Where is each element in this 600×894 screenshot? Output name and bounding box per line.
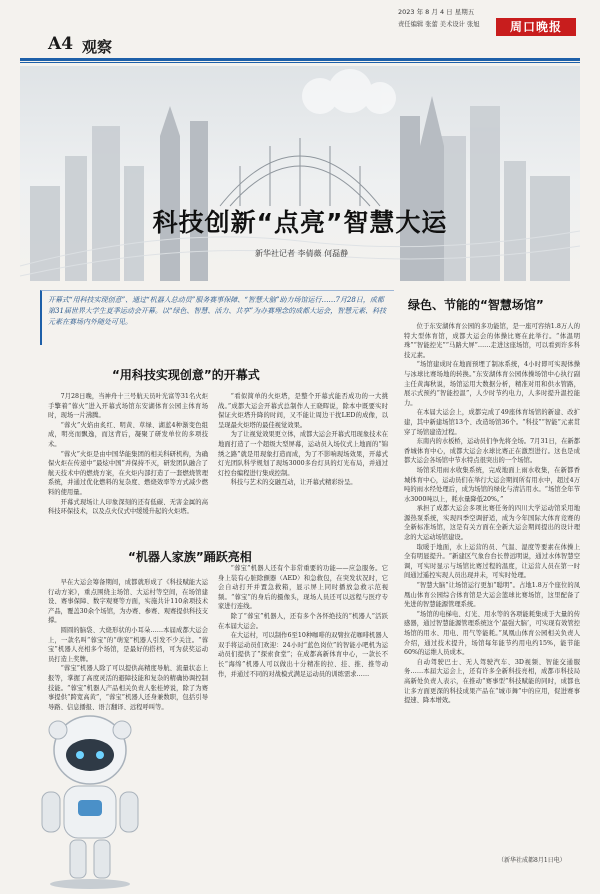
robot-illustration (20, 700, 160, 890)
robots-col-2 (218, 564, 388, 724)
paragraph: 东南内的水板桥，运动员们争先将全场。7月31日，在新都香城体育中心，成都大运会水球比赛正在激烈进行。这也是成都大运会各场馆中节水特点很突出的一个场馆。 (404, 438, 580, 465)
section-title-opening: “用科技实现创意”的开幕式 (112, 368, 260, 382)
paragraph: “蓉火”火焰由炙红、明黄、草绿、湖蓝4种渐变色组成，明亮而飘逸，而这背后，凝聚了研发单位的多项技术。 (48, 421, 208, 448)
header-rule-thin (20, 62, 580, 63)
paragraph: 场馆采用雨水收集系统，完成地面上雨水收集，在新都香城体育中心，运动员们在举行大运会期间所有用水中，超过4万吨的雨水经处理后，成为场馆的绿化与清洁用水。“场馆全年节水3000吨以上，耗水量降低20%。” (404, 466, 580, 503)
paragraph: “蓉宝”机器人除了可以提供高精度导航、流量状态上报等，掌握了高度灵活的避障技能和复杂的精确协调控制技能。“蓉宝”机器人产品相关负责人张桂婷说，除了为赛事提供“跨宽高黄”，“蓉宝”机器人还身兼数职，包括引导导路、信息播报、语言翻译、远程呼叫等。 (48, 665, 208, 711)
paragraph: “智慧大脑”让场馆运行更加“聪明”。占地1.8万个座位的凤凰山体育公园综合体育馆是大运会篮球比赛场馆，这里配备了先进的智慧能源管理系统。 (404, 582, 580, 609)
paragraph: 科技与艺术的交融互动，让开幕式精彩纷呈。 (230, 479, 357, 487)
issue-date: 2023 年 8 月 4 日 星期五 (398, 8, 475, 16)
page-header (0, 0, 600, 64)
newspaper-logo: 周口晚报 (496, 18, 576, 36)
paragraph: 在本届大运会上，成都完成了49座体育场馆的新建、改扩建，其中新建场馆13个、改造场馆36个。“科技”“智能”元素贯穿了场馆建造过程。 (404, 409, 580, 436)
opening-col-2 (218, 392, 388, 522)
page-number: A4 (48, 34, 74, 54)
header-rule (20, 58, 580, 61)
paragraph: “场馆建成时在地面预埋了制冰系统，4小时即可实现体操与冰球比赛场地的转换。”东安湖体育公园体操场馆中心执行副主任黄海秋说，场馆运用大数据分析，精准对用和供水管路，展示式预约“智能控温”，人少时节约电力，人多时提升温控能力。 (404, 361, 580, 407)
paragraph: “蓉宝”机器人还有个非常重要的功能——应急服务。它身上装有心脏除颤器（AED）和急救包，在突发状况时，它会自动打开并置急救箱，显示屏上同时播放急救示范视频。“蓉宝”的身后的摄像头，现场人员还可以远程与医疗专家进行连线。 (218, 565, 388, 611)
paragraph: 取暖于地面，水上运营的员、气温、湿度等要素在体操上全有明显提升。“新建区气象台台长曾远明说，通过水体智慧空调，可实时显示与场馆比赛过程的温度，让运营人员在第一时间通过遥控实现人员出现并未，可实时处理。 (404, 543, 580, 580)
paragraph: “场馆的电梯电、灯光、用水等的各项能耗集成于大量的传感器，通过智慧能源管理系统这个‘最强大脑’，可实现有效管控场馆的用水、用电、用气等能耗。”凤凰山体育公园相关负责人介绍，通过技术提升，场馆每年能节约用电约15%，能节能60%的运维人员成本。 (404, 610, 580, 657)
opening-col-1 (48, 392, 208, 522)
paragraph: 早在大运会筹备期间，成都就形成了《科技赋能大运行动方案》，重点围绕主场馆、大运村等空间，在场馆建设、赛事保障、数字观赛等方面，实施共计110余项技术产品，覆盖30余个场馆，为办赛、参赛、观赛提供科技支撑。 (48, 579, 208, 625)
paragraph: 除了“蓉宝”机器人，还有多个各怀绝技的“机器人”活跃在本届大运会。 (218, 612, 388, 630)
dateline-footer: （新华社成都8月1日电） (498, 857, 566, 864)
section-title-venues: 绿色、节能的“智慧场馆” (408, 298, 544, 312)
robot-mascot-picture (20, 700, 160, 890)
paragraph: 为了让视觉效果更立体，成都大运会开幕式用现象技术在地面打造了一个超级大型屏幕，运动员入场仪式上地面的“锦绣之路”就是用现象打造而成，为了不影响现场效果，开幕式灯光团队科学规划了现场3000多台灯具的灯光布局，并通过灯控台编程进行集成控制。 (218, 431, 389, 477)
article-byline: 新华社记者 李倩薇 何磊静 (255, 249, 349, 258)
section-title-robots: “机器人家族”踊跃亮相 (128, 550, 252, 564)
venues-col (404, 322, 580, 850)
article-lead: 开幕式“用科技实现创意”、通过“机器人总动员”服务赛事保障、“智慧大脑”助力场馆运行……7月28日，成都第31届世界大学生夏季运动会开幕。以“绿色、智慧、活力、共享”为办赛理念的成都大运会，智慧元素、科技元素在赛场内外随处可见。 (48, 296, 387, 326)
paragraph: 位于东安湖体育公园的多功能馆，是一座可容纳1.8万人的特大型体育馆，成都大运会的体操比赛在此举行。“体温明珠”“智能控光”“马路大屏”……走进这座场馆，可以看到许多科技元素。 (404, 323, 580, 359)
paragraph: 承担了成都大运会多项比赛任务的四川大学运动馆采用地源热泵系统，实现四季空调舒适，成为今年国际大体育竞赛的全新标准场馆，这是有关方面在全新大运会期间提出的设计理念的大运动场馆建设。 (404, 505, 580, 542)
section-title: 观察 (82, 38, 113, 56)
article-headline: 科技创新“点亮”智慧大运 (152, 208, 448, 237)
paragraph: 自动驾驶巴士、无人驾驶汽车、3D视频、智能交通服务……本届大运会上，还有许多全新科技亮相，成都市科技局高新处负责人表示，在推动“赛事型”科技赋能的同时，成都也让多方面更深的科技成果产品在“城市舞”中的应用，促进赛事提速、降本增效。 (404, 658, 580, 705)
robots-col-1 (48, 578, 208, 711)
paragraph: 7月28日晚，当神舟十三号航天员叶光富等31名火炬手擎着“蓉火”进入开幕式场馆东安湖体育公园主体育场时，现场一片沸腾。 (48, 393, 208, 420)
paragraph: 在大运村，可以制作6至10种咖啡的双臂拉花咖啡机器人双手将运动员们欢迎：24小时“蓝色岗位”的智能小吧机为运动员们提供了“探索食堂”；在成都高新体育中心，一款长不长“海绵”机器人可以做出十分精准的拉、挂、推、推等动作，并通过不同的对战模式满足运动员的训练需求…… (218, 632, 388, 678)
paragraph: “蓉火”火炬是由中国华能集团的相关科研机构，为确保火炬在传递中“最炫中国”并保持不灭，研发团队融合了航天技术中的燃烧方案，在火炬内部打造了一套燃烧管理系统，并通过优化燃料的复杂度、燃烧效率等方式减少燃料的使用量。 (48, 450, 208, 496)
paragraph: “看似简单的火炬塔，是整个开幕式能否成功的一大挑战。”成都大运会开幕式总制作人王晓晖说，除本中既要实时保证火炬塔升降的时间，又不能让周边干扰LED的成像，以呈现最火炬塔的最佳视觉效果。 (218, 393, 388, 429)
paragraph: 开幕式现场让人印象深刻的还有低碳、无害金属的高科技环保技术，以及点火仪式中缓缓升起的火炬塔。 (48, 498, 208, 516)
editors-credit: 责任编辑 张蕾 美术设计 张旭 (398, 21, 480, 28)
paragraph: 圆圆的脑袋、大烧形状的小耳朵……本届成都大运会上，一款名叫“蓉宝”的“萌宠”机器人引发不少关注。“蓉宝”机器人亮相多个场馆，是最好的搭档，可为获奖运动员打造上奖牌。 (48, 626, 208, 663)
